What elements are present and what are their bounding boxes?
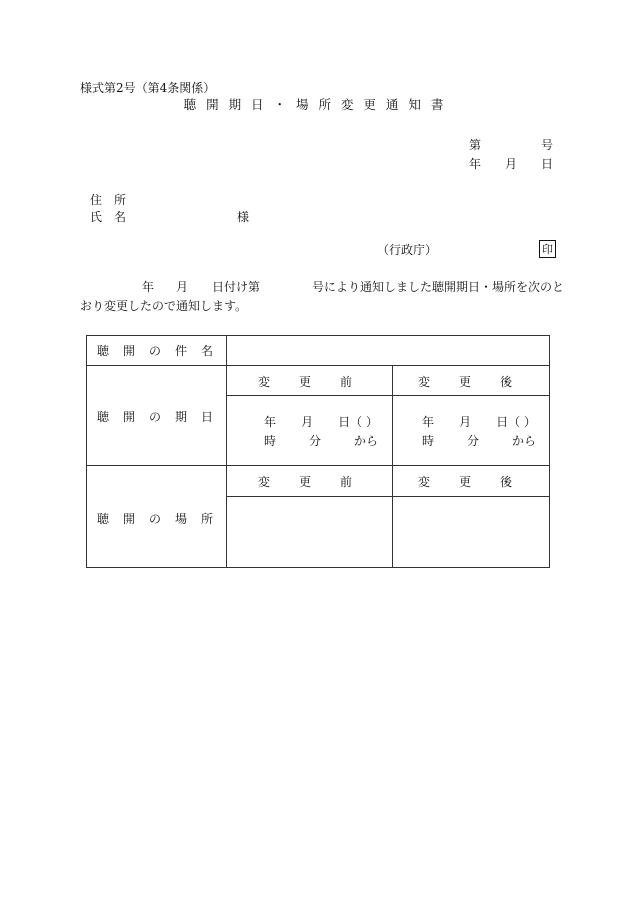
place-before-header: 変 更 前 bbox=[258, 474, 352, 489]
address-label: 住 所 bbox=[90, 193, 127, 207]
table-rule bbox=[86, 365, 550, 366]
document-number bbox=[469, 139, 553, 151]
table-rule bbox=[226, 335, 227, 568]
form-number-label: 様式第2号（第4条関係） bbox=[80, 81, 216, 95]
date-month: 月 bbox=[504, 157, 517, 171]
table-rule bbox=[86, 465, 550, 466]
date-row-label: 聴 開 の 期 日 bbox=[97, 409, 213, 424]
body-line-1-rest: 号により通知しました聴開期日・場所を次のと bbox=[312, 280, 565, 294]
place-after-header: 変 更 後 bbox=[418, 474, 512, 489]
table-rule bbox=[226, 496, 550, 497]
seal-box: 印 bbox=[539, 240, 556, 258]
place-row-label: 聴 開 の 場 所 bbox=[97, 511, 213, 526]
body-month: 月 bbox=[176, 280, 189, 294]
body-line-2: おり変更したので通知します。 bbox=[80, 299, 248, 313]
date-after-header: 変 更 後 bbox=[418, 374, 512, 389]
agency-label: （行政庁） bbox=[377, 243, 438, 257]
body-year: 年 bbox=[142, 280, 155, 294]
date-before-date-line: 年 月 日（ ） bbox=[264, 414, 378, 429]
document-date bbox=[469, 158, 553, 170]
date-after-date-line: 年 月 日（ ） bbox=[422, 414, 536, 429]
subject-label: 聴 開 の 件 名 bbox=[97, 343, 213, 358]
number-suffix: 号 bbox=[540, 138, 553, 152]
date-before-header: 変 更 前 bbox=[258, 374, 352, 389]
honorific-label: 様 bbox=[237, 210, 250, 224]
document-title: 聴 開 期 日 ・ 場 所 変 更 通 知 書 bbox=[183, 97, 447, 112]
date-year: 年 bbox=[469, 157, 482, 171]
date-after-time-line: 時 分 から bbox=[422, 433, 536, 448]
table-rule bbox=[392, 366, 393, 568]
body-date-prefix: 日付け第 bbox=[212, 280, 261, 294]
name-label: 氏 名 bbox=[90, 210, 127, 224]
date-day: 日 bbox=[540, 157, 553, 171]
date-before-time-line: 時 分 から bbox=[264, 433, 378, 448]
change-table bbox=[86, 335, 550, 568]
body-line-1 bbox=[80, 280, 565, 295]
table-rule bbox=[226, 395, 550, 396]
number-prefix: 第 bbox=[469, 138, 482, 152]
